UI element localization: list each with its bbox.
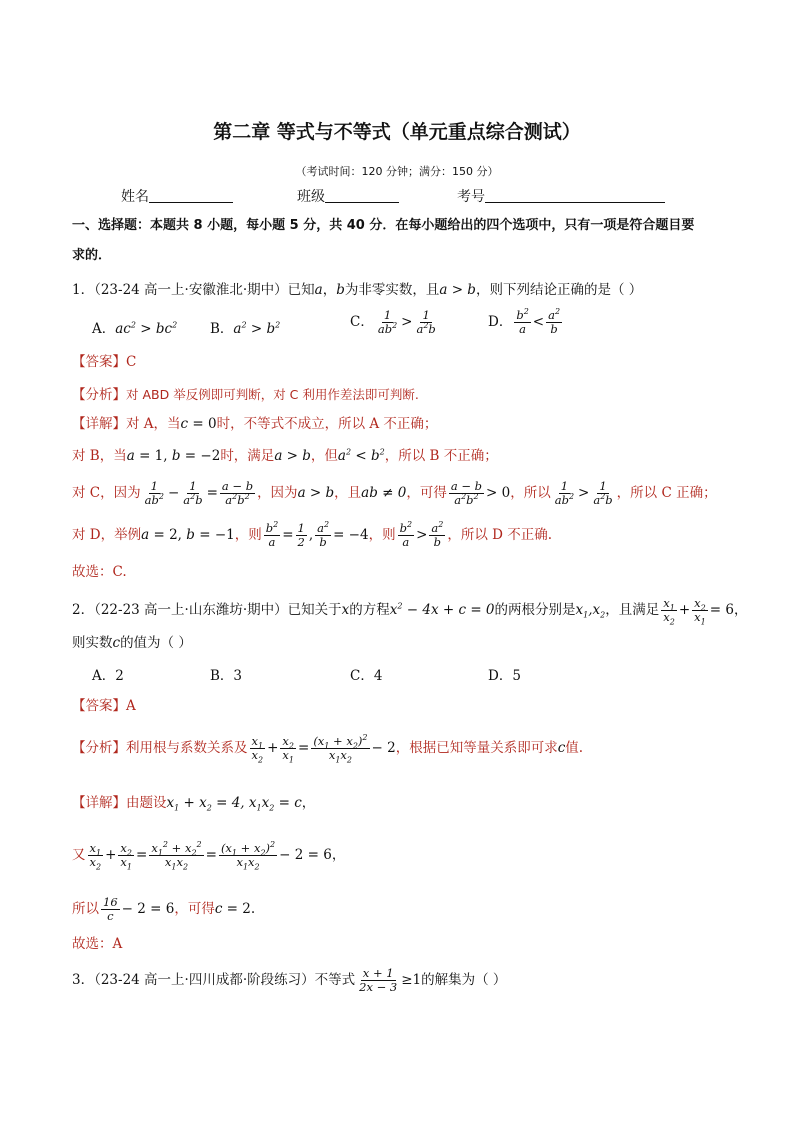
q2-detail-2: 又 $\frac{x_1}{x_2}$ + $\frac{x_2}{x_1}$ = $\frac{x_1^2 + x_2^2}{x_1x_2}$ = $\frac{(x_1 + x_2)^2}{x_1x_2}$ − 2 = 6， [72, 840, 346, 872]
q1-detail-c: 对 C，因为 $\frac{1}{ab^2}$ − $\frac{1}{a^2b}$ = $\frac{a - b}{a^2b^2}$ ，因为a > b，且ab ≠ 0，可得 $\frac{a - b}{a^2b^2}$ > 0，所以 $\frac{1}{ab^2}$ > $\frac{1}{a^2b}$ ，所以 C 正确； [72, 479, 717, 507]
q2-detail-1: 【详解】由题设$x_1 + x_2 = 4$, $x_1x_2 = c$， [72, 795, 316, 813]
number-field [457, 186, 665, 206]
section-heading: 一、选择题：本题共 8 小题，每小题 5 分，共 40 分．在每小题给出的四个选项中，只有一项是符合题目要 [72, 218, 695, 233]
q2-option-c: C．4 [350, 668, 383, 684]
q1-detail-d: 对 D，举例a = 2, b = −1，则 $\frac{b^2}{a}$ = $\frac{1}{2}$ , $\frac{a^2}{b}$ = −4，则 $\frac{b^2}{a}$ > $\frac{a^2}{b}$ ，所以 D 不正确. [72, 520, 553, 549]
q3-stem: 3．（23-24 高一上·四川成都·阶段练习）不等式 $\frac{x + 1}{2x - 3}$ ≥1的解集为（ ） [72, 966, 507, 994]
q2-stem: 2．（22-23 高一上·山东潍坊·期中）已知关于x的方程$x^2 - 4x + c = 0$的两根分别是$x_1,x_2$，且满足 $\frac{x_1}{x_2}$ + $\frac{x_2}{x_1}$ = 6， [72, 596, 748, 627]
name-label: 姓名 [121, 189, 149, 205]
exam-info: （考试时间：120 分钟；满分：150 分） [295, 165, 499, 178]
q2-analysis: 【分析】利用根与系数关系及 $\frac{x_1}{x_2}$ + $\frac{x_2}{x_1}$ = $\frac{(x_1 + x_2)^2}{x_1x_2}$ − 2，根据已知等量关系即可求c值. [72, 733, 584, 765]
section-heading-cont: 求的． [72, 248, 112, 263]
q2-option-a: A．2 [92, 668, 124, 684]
q1-analysis: 【分析】对 ABD 举反例即可判断，对 C 利用作差法即可判断. [72, 387, 419, 403]
q1-stem: 1．（23-24 高一上·安徽淮北·期中）已知a，b为非零实数，且a > b，则下列结论正确的是（ ） [72, 282, 643, 298]
q2-option-b: B．3 [210, 668, 243, 684]
q1-detail-a: 【详解】对 A，当c = 0时，不等式不成立，所以 A 不正确； [72, 416, 438, 432]
q2-detail-3: 所以 $\frac{16}{c}$ − 2 = 6，可得c = 2. [72, 895, 256, 923]
q2-choice: 故选：A [72, 936, 123, 952]
q1-option-a: A．$ac^2 > bc^2$ [92, 320, 178, 337]
page-title: 第二章 等式与不等式（单元重点综合测试） [213, 121, 581, 143]
q2-stem-line2: 则实数c的值为（ ） [72, 635, 192, 651]
q2-answer: 【答案】A [72, 698, 136, 714]
class-label: 班级 [297, 189, 325, 205]
q1-option-c: C． $\frac{1}{ab^2}$ > $\frac{1}{a^2b}$ [350, 308, 436, 336]
q1-detail-b: 对 B，当a = 1, b = −2时，满足a > b，但$a^2 < b^2$，所以 B 不正确； [72, 447, 498, 464]
class-field [297, 186, 399, 206]
q1-option-b: B．$a^2 > b^2$ [210, 320, 281, 337]
q1-option-d: D． $\frac{b^2}{a}$ < $\frac{a^2}{b}$ [488, 307, 561, 336]
q1-answer: 【答案】C [72, 354, 137, 370]
q2-option-d: D．5 [488, 668, 521, 684]
number-label: 考号 [457, 189, 485, 205]
name-field [121, 186, 233, 206]
q1-choice: 故选：C. [72, 564, 127, 580]
